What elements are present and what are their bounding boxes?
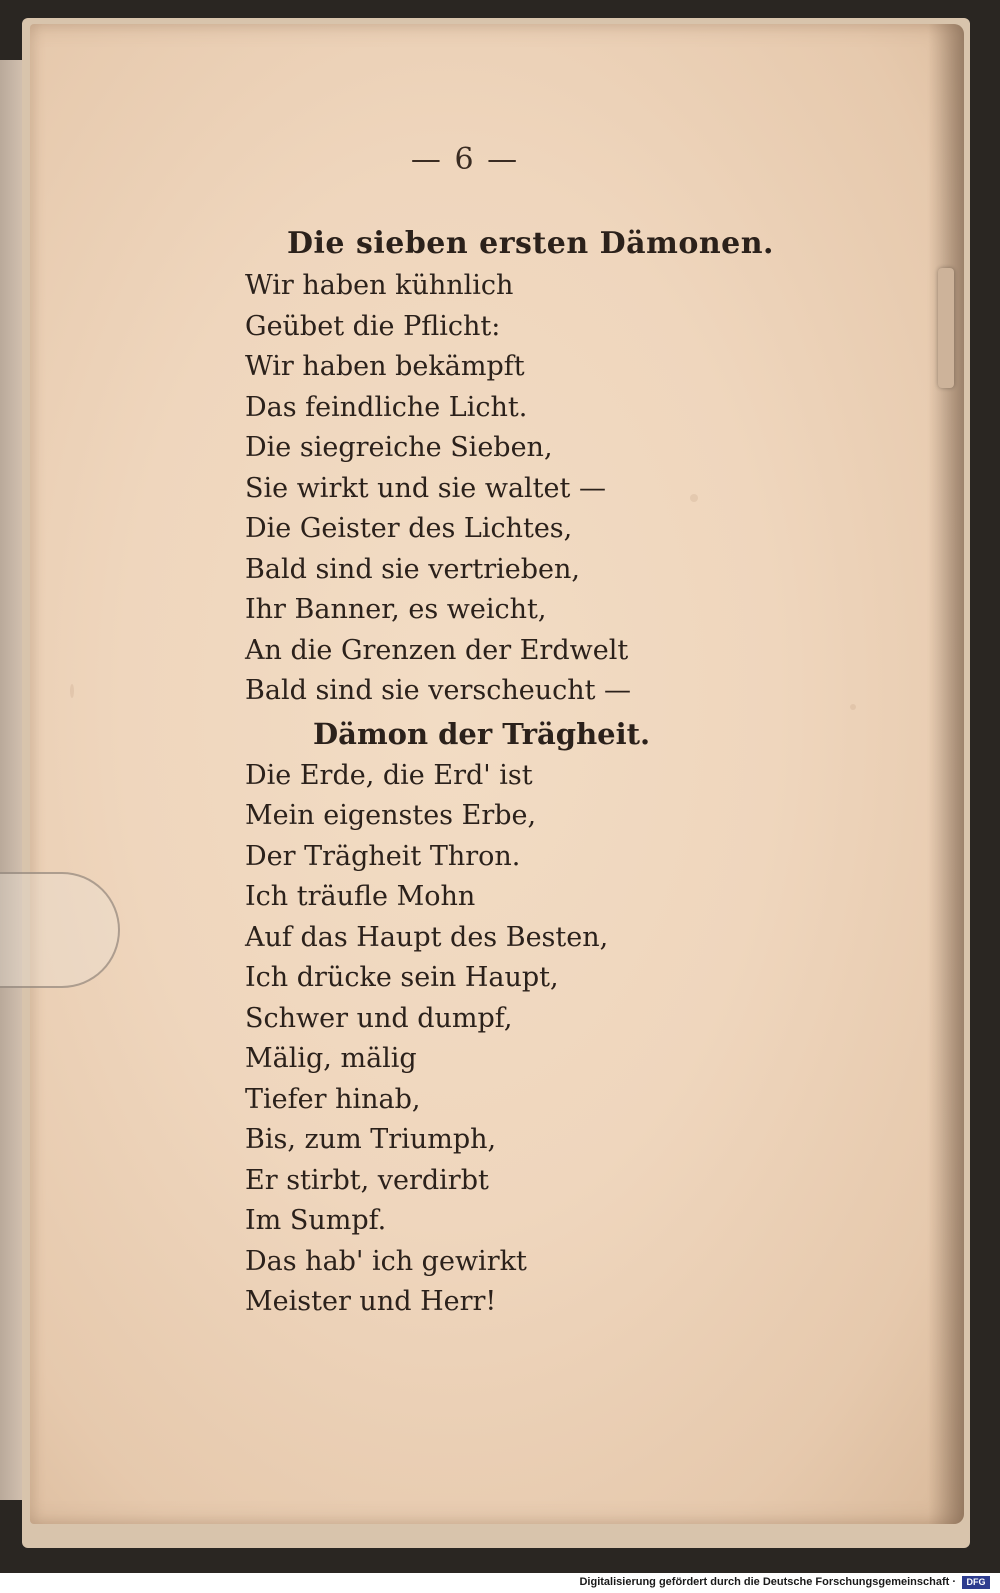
poem-line: Bis, zum Triumph, bbox=[245, 1124, 497, 1155]
poem-line: Mein eigenstes Erbe, bbox=[245, 800, 537, 831]
poem-line: Ihr Banner, es weicht, bbox=[245, 594, 547, 625]
poem-line: Die siegreiche Sieben, bbox=[245, 432, 553, 463]
poem-line: Sie wirkt und sie waltet — bbox=[245, 472, 606, 504]
speaker-heading: Dämon der Trägheit. bbox=[313, 716, 651, 751]
poem-line: Meister und Herr! bbox=[245, 1286, 497, 1317]
poem-title: Die sieben ersten Dämonen. bbox=[287, 226, 774, 261]
poem-line: Mälig, mälig bbox=[245, 1043, 417, 1074]
dfg-logo: DFG bbox=[962, 1576, 990, 1589]
poem-line: Der Trägheit Thron. bbox=[245, 840, 521, 872]
page-tab-marker bbox=[938, 268, 954, 388]
poem-line: Schwer und dumpf, bbox=[245, 1002, 513, 1034]
poem-line: An die Grenzen der Erdwelt bbox=[245, 634, 629, 666]
poem-line: Ich drücke sein Haupt, bbox=[245, 962, 559, 993]
plastic-page-clip bbox=[0, 872, 120, 988]
funding-credit: Digitalisierung gefördert durch die Deutsche Forschungsgemeinschaft · bbox=[579, 1576, 956, 1588]
poem-line: Er stirbt, verdirbt bbox=[245, 1164, 489, 1196]
poem-line: Geübet die Pflicht: bbox=[245, 310, 501, 342]
poem-line: Das hab' ich gewirkt bbox=[245, 1245, 527, 1277]
digitization-footer bbox=[0, 1573, 1000, 1593]
stanza-1 bbox=[245, 266, 865, 712]
poem-line: Die Geister des Lichtes, bbox=[245, 513, 573, 544]
poem-line: Wir haben kühnlich bbox=[245, 270, 514, 301]
paper-speck bbox=[70, 684, 74, 698]
poem-line: Tiefer hinab, bbox=[245, 1083, 421, 1115]
poem-line: Im Sumpf. bbox=[245, 1205, 387, 1236]
poem bbox=[245, 222, 865, 1323]
stanza-2 bbox=[245, 756, 865, 1323]
poem-line: Das feindliche Licht. bbox=[245, 391, 528, 423]
poem-line: Bald sind sie vertrieben, bbox=[245, 553, 580, 585]
poem-line: Ich träufle Mohn bbox=[245, 881, 476, 912]
page-curl-shadow bbox=[928, 24, 964, 1524]
poem-line: Auf das Haupt des Besten, bbox=[245, 921, 609, 953]
poem-line: Wir haben bekämpft bbox=[245, 351, 525, 382]
poem-line: Bald sind sie verscheucht — bbox=[245, 675, 632, 706]
poem-line: Die Erde, die Erd' ist bbox=[245, 759, 533, 791]
page-number: — 6 — bbox=[410, 142, 520, 177]
